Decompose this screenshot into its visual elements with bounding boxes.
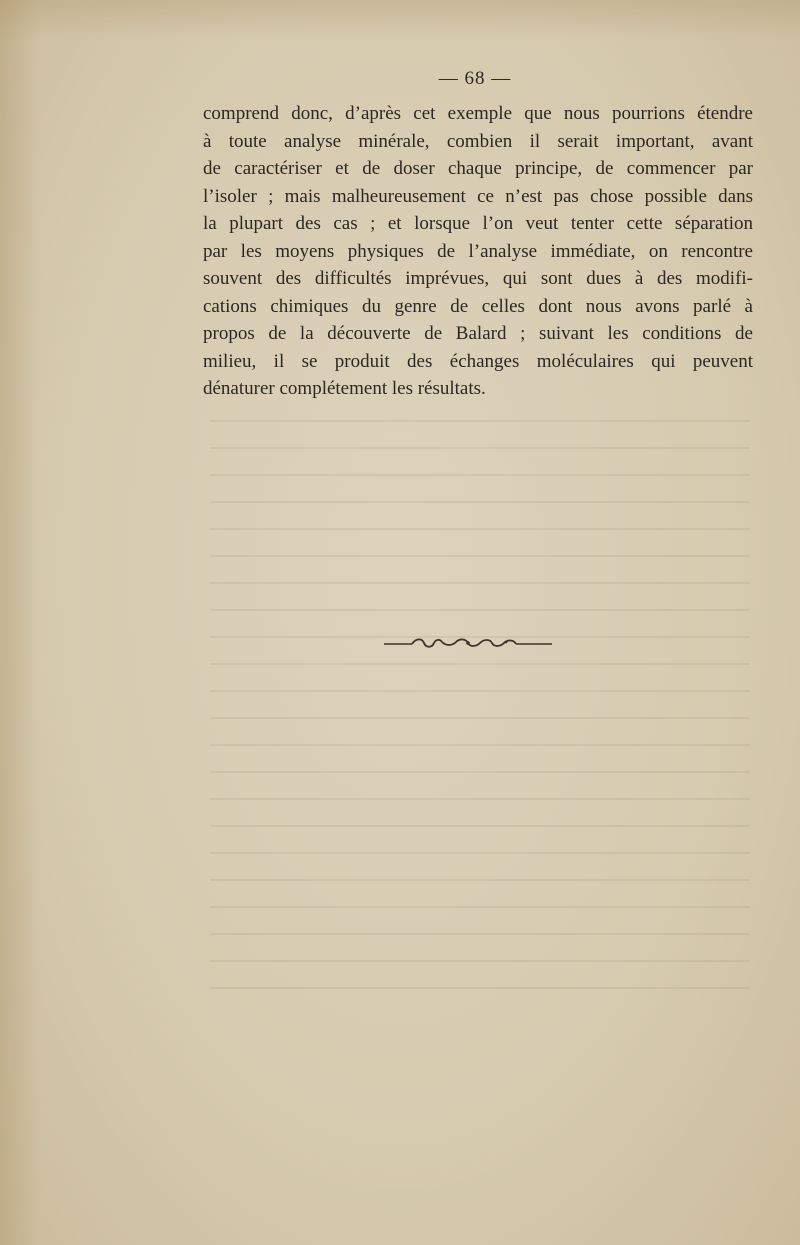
- text-line: de caractériser et de doser chaque principe, de commencer par: [203, 158, 753, 179]
- show-through-texture: [210, 420, 750, 1010]
- page-number: — 68 —: [438, 68, 512, 89]
- typographic-fleuron-icon: [382, 633, 554, 653]
- body-paragraph: [203, 100, 753, 403]
- text-line-last: dénaturer complétement les résultats.: [203, 378, 486, 399]
- page-edge-shading: [0, 0, 40, 1245]
- text-line: cations chimiques du genre de celles dont nous avons parlé à: [203, 295, 753, 317]
- text-line: comprend donc, d’après cet exemple que nous pourrions étendre: [203, 103, 753, 124]
- text-line: par les moyens physiques de l’analyse immédiate, on rencontre: [203, 240, 753, 262]
- text-line: propos de la découverte de Balard ; suivant les conditions de: [203, 323, 753, 344]
- page-top-shading: [0, 0, 800, 40]
- text-line: l’isoler ; mais malheureusement ce n’est pas chose possible dans: [203, 185, 753, 207]
- text-line: souvent des difficultés imprévues, qui sont dues à des modifi-: [203, 268, 753, 289]
- text-line: à toute analyse minérale, combien il serait important, avant: [203, 130, 753, 152]
- text-line: la plupart des cas ; et lorsque l’on veut tenter cette séparation: [203, 213, 753, 234]
- text-line: milieu, il se produit des échanges moléculaires qui peuvent: [203, 350, 753, 372]
